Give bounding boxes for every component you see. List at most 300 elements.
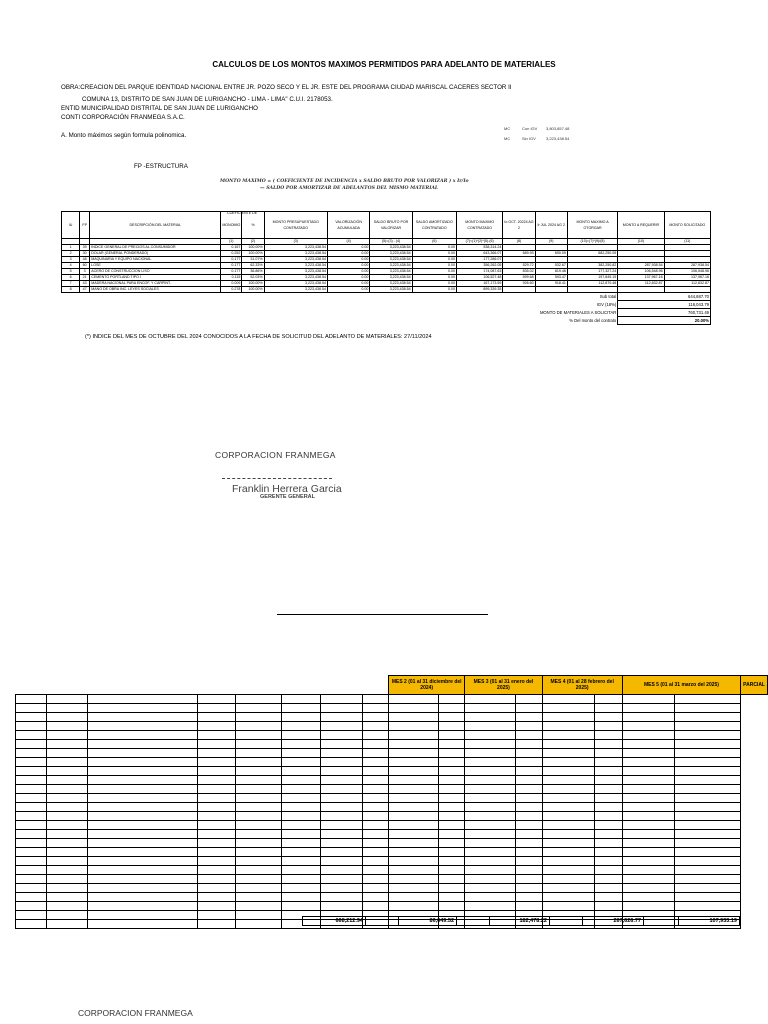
table-cell — [320, 740, 362, 749]
table-row — [16, 695, 768, 704]
table-cell: MANO DE OBRA INC. LEYES SOCIALES — [90, 287, 221, 293]
table-cell: 0.00 — [412, 263, 456, 269]
table-cell — [674, 776, 741, 785]
table-cell: 0.00 — [328, 287, 370, 293]
table-cell — [542, 839, 594, 848]
table-cell — [438, 893, 464, 902]
table-cell — [16, 722, 47, 731]
table-cell — [197, 839, 236, 848]
table-cell — [87, 902, 197, 911]
table-cell — [87, 758, 197, 767]
table-cell — [622, 740, 674, 749]
table-cell: 52.03% — [242, 275, 264, 281]
table-cell — [622, 902, 674, 911]
table-cell — [16, 785, 47, 794]
table-cell — [438, 803, 464, 812]
table-cell — [320, 785, 362, 794]
table-cell: 39 — [80, 245, 90, 251]
table-cell — [282, 794, 321, 803]
monthly-header-row — [16, 676, 768, 695]
table-cell — [465, 722, 516, 731]
column-subheader: (4) — [328, 239, 370, 245]
subtotal-value: 644,687.70 — [618, 293, 711, 301]
table-cell — [87, 704, 197, 713]
coef-header: COEFICIENTE DE — [227, 211, 258, 215]
table-cell — [47, 839, 87, 848]
table-cell — [542, 821, 594, 830]
table-cell — [594, 740, 622, 749]
table-cell — [622, 848, 674, 857]
table-cell — [16, 875, 47, 884]
table-cell: 0.00 — [412, 257, 456, 263]
table-cell — [236, 866, 282, 875]
table-cell: 106,548.96 — [618, 269, 664, 275]
table-cell — [516, 740, 542, 749]
table-cell — [47, 857, 87, 866]
table-cell — [47, 803, 87, 812]
table-cell — [47, 884, 87, 893]
table-cell — [320, 893, 362, 902]
column-header: IU — [62, 212, 80, 239]
table-cell — [389, 731, 439, 740]
table-cell — [594, 731, 622, 740]
table-cell: 3,223,438.54 — [264, 281, 327, 287]
table-cell: 926.60 — [503, 281, 535, 287]
table-cell — [465, 704, 516, 713]
table-cell — [87, 848, 197, 857]
table-cell — [87, 830, 197, 839]
table-cell: 3,223,438.54 — [264, 257, 327, 263]
table-cell — [389, 794, 439, 803]
table-cell — [282, 776, 321, 785]
table-cell — [438, 749, 464, 758]
table-cell — [389, 803, 439, 812]
table-cell — [197, 812, 236, 821]
table-cell: LOSE — [90, 263, 221, 269]
table-cell — [363, 848, 389, 857]
table-cell — [282, 722, 321, 731]
table-cell — [622, 713, 674, 722]
table-cell — [16, 812, 47, 821]
table-cell — [16, 767, 47, 776]
table-cell: 174,087.63 — [457, 269, 503, 275]
column-header: MONTO A REQUERIR — [618, 212, 664, 239]
table-cell: 0.00 — [328, 245, 370, 251]
table-row — [16, 875, 768, 884]
table-cell — [16, 713, 47, 722]
table-cell — [236, 695, 282, 704]
table-cell — [236, 794, 282, 803]
table-row — [16, 848, 768, 857]
table-cell — [516, 848, 542, 857]
table-cell: 0.00 — [328, 257, 370, 263]
table-cell — [282, 848, 321, 857]
table-cell — [236, 812, 282, 821]
table-cell — [674, 731, 741, 740]
table-cell — [516, 875, 542, 884]
table-cell: 100.00% — [242, 281, 264, 287]
column-header: DESCRIPCIÓN DEL MATERIAL — [90, 212, 221, 239]
table-cell — [674, 758, 741, 767]
table-row — [16, 839, 768, 848]
table-cell — [594, 767, 622, 776]
table-cell — [47, 758, 87, 767]
table-cell — [282, 740, 321, 749]
table-cell — [594, 875, 622, 884]
table-cell: CEMENTO PORTLAND TIPO I — [90, 275, 221, 281]
column-subheader: (5)=(3) - (4) — [370, 239, 412, 245]
table-cell — [389, 722, 439, 731]
table-cell: 0.00 — [412, 281, 456, 287]
table-cell: 3,223,438.54 — [264, 263, 327, 269]
table-cell: 3,223,438.54 — [264, 251, 327, 257]
table-cell: 287,938.54 — [664, 263, 710, 269]
table-cell — [594, 695, 622, 704]
table-cell — [363, 713, 389, 722]
table-cell — [516, 857, 542, 866]
table-cell — [320, 713, 362, 722]
table-cell — [282, 830, 321, 839]
table-cell: 819.46 — [535, 269, 567, 275]
table-cell — [197, 731, 236, 740]
table-cell — [236, 776, 282, 785]
table-cell — [674, 830, 741, 839]
table-cell — [197, 713, 236, 722]
table-cell — [16, 893, 47, 902]
column-header: FP — [80, 212, 90, 239]
monto-solicitar-label: MONTO DE MATERIALES A SOLICITAR — [539, 310, 617, 315]
table-cell — [594, 749, 622, 758]
table-cell — [542, 803, 594, 812]
table-cell — [516, 830, 542, 839]
table-cell — [197, 794, 236, 803]
table-cell — [282, 695, 321, 704]
table-cell — [542, 740, 594, 749]
footer-stamp: CORPORACION FRANMEGA — [78, 1008, 193, 1018]
table-cell — [389, 839, 439, 848]
table-cell — [438, 758, 464, 767]
table-cell: 3 — [80, 269, 90, 275]
table-cell — [438, 695, 464, 704]
monto-solicitar-value: 760,731.49 — [618, 309, 711, 317]
table-cell — [87, 722, 197, 731]
table-cell — [320, 875, 362, 884]
mc-sin-igv-type: Sin IGV — [522, 136, 536, 141]
table-cell — [47, 740, 87, 749]
table-row — [16, 758, 768, 767]
table-cell: 0.252 — [221, 251, 242, 257]
table-cell — [674, 785, 741, 794]
table-cell: 3 — [62, 257, 80, 263]
table-cell — [16, 902, 47, 911]
table-cell — [47, 722, 87, 731]
table-cell — [16, 830, 47, 839]
table-cell — [363, 803, 389, 812]
column-header: MONTO PRESUPUESTADO CONTRATADO — [264, 212, 327, 239]
column-subheader: (6) — [412, 239, 456, 245]
table-cell — [363, 812, 389, 821]
table-cell — [465, 731, 516, 740]
table-cell — [363, 830, 389, 839]
table-cell — [674, 884, 741, 893]
table-cell — [622, 776, 674, 785]
column-header: MONTO MAXIMO A OTORGAR — [567, 212, 617, 239]
table-cell: 3,223,438.54 — [370, 275, 412, 281]
table-cell — [363, 821, 389, 830]
table-cell: 593.47 — [535, 275, 567, 281]
table-cell — [542, 875, 594, 884]
table-cell — [465, 713, 516, 722]
table-cell: 5 — [62, 269, 80, 275]
table-cell — [197, 776, 236, 785]
table-cell — [465, 758, 516, 767]
table-cell — [516, 794, 542, 803]
table-cell: 3,223,438.54 — [370, 281, 412, 287]
table-cell — [674, 794, 741, 803]
page-title: CALCULOS DE LOS MONTOS MAXIMOS PERMITIDOS PARA ADELANTO DE MATERIALES — [212, 60, 556, 69]
table-cell — [622, 758, 674, 767]
table-cell — [236, 722, 282, 731]
table-cell — [674, 695, 741, 704]
table-cell: 0.00 — [328, 269, 370, 275]
table-cell — [320, 722, 362, 731]
table-cell — [594, 830, 622, 839]
column-header: SALDO BRUTO POR VALORIZAR — [370, 212, 412, 239]
table-cell — [594, 812, 622, 821]
table-cell — [282, 893, 321, 902]
table-cell: 48 — [80, 257, 90, 263]
table-cell — [87, 740, 197, 749]
table-cell — [197, 704, 236, 713]
table-cell: 1 — [62, 245, 80, 251]
table-cell — [363, 740, 389, 749]
table-cell — [389, 695, 439, 704]
table-cell — [16, 848, 47, 857]
contratista: CONTI CORPORACIÓN FRANMEGA S.A.C. — [61, 114, 185, 121]
table-cell — [87, 821, 197, 830]
table-cell — [622, 803, 674, 812]
table-cell — [87, 731, 197, 740]
table-cell — [320, 902, 362, 911]
table-cell — [389, 902, 439, 911]
table-cell: DOLAR (GENERAL PONDERADO) — [90, 251, 221, 257]
table-cell — [389, 848, 439, 857]
table-cell — [465, 776, 516, 785]
table-cell — [622, 767, 674, 776]
table-cell — [363, 776, 389, 785]
table-cell — [47, 812, 87, 821]
table-cell — [516, 839, 542, 848]
table-cell — [236, 704, 282, 713]
table-row — [16, 722, 768, 731]
table-cell — [282, 839, 321, 848]
monto-label: A. Monto máximos según formula polinomica. — [61, 132, 187, 139]
table-cell — [87, 875, 197, 884]
pct-row — [62, 317, 711, 325]
table-cell — [674, 713, 741, 722]
table-cell — [594, 722, 622, 731]
table-cell — [516, 731, 542, 740]
table-cell — [363, 902, 389, 911]
formula-line1: MONTO MAXIMO = ( COEFICIENTE DE INCIDENCIA x SALDO BRUTO POR VALORIZAR ) x Ir/Io — [220, 179, 469, 184]
table-cell — [516, 767, 542, 776]
table-cell — [87, 884, 197, 893]
table-row — [16, 794, 768, 803]
mes5-header: MES 5 (01 al 31 marzo del 2025) — [622, 676, 740, 695]
table-cell — [320, 884, 362, 893]
table-cell: 682,250.05 — [567, 251, 617, 257]
table-cell — [320, 803, 362, 812]
table-cell — [363, 767, 389, 776]
table-cell — [465, 848, 516, 857]
table-cell — [516, 893, 542, 902]
table-cell — [87, 749, 197, 758]
table-cell — [465, 821, 516, 830]
table-cell — [542, 884, 594, 893]
table-header-row — [62, 212, 711, 239]
table-cell — [282, 812, 321, 821]
table-cell — [16, 884, 47, 893]
table-cell — [87, 812, 197, 821]
table-cell — [197, 902, 236, 911]
table-cell: INDICE GENERAL DE PRECIOS AL CONSUMIDOR — [90, 245, 221, 251]
table-cell — [197, 722, 236, 731]
table-cell — [16, 920, 47, 929]
pct-label: % Del monto del contrato — [569, 318, 617, 323]
signer-name: Franklin Herrera Garcia — [232, 483, 342, 495]
parcial-header: PARCIAL — [741, 676, 768, 695]
entidad: ENTID MUNICIPALIDAD DISTRITAL DE SAN JUAN DE LURIGANCHO — [61, 105, 258, 112]
table-cell — [674, 740, 741, 749]
table-cell: 529.72 — [503, 263, 535, 269]
table-row — [16, 866, 768, 875]
table-cell: 0.00 — [328, 275, 370, 281]
table-cell: 4 — [62, 263, 80, 269]
table-cell — [542, 758, 594, 767]
table-cell — [438, 884, 464, 893]
table-cell — [47, 704, 87, 713]
table-cell: 6 — [62, 275, 80, 281]
table-cell: 690.09 — [535, 251, 567, 257]
table-cell: 7 — [62, 281, 80, 287]
table-cell — [438, 722, 464, 731]
table-cell — [542, 812, 594, 821]
pct-value: 20.00% — [618, 317, 711, 325]
table-cell — [465, 884, 516, 893]
table-cell — [197, 821, 236, 830]
table-cell — [465, 875, 516, 884]
table-cell — [516, 884, 542, 893]
table-cell — [465, 857, 516, 866]
igv-row — [62, 301, 711, 309]
table-row — [16, 821, 768, 830]
table-cell — [389, 776, 439, 785]
total-cell: 267,626.77 — [583, 917, 644, 926]
table-cell: 47 — [80, 287, 90, 293]
table-cell: 112,870.48 — [567, 281, 617, 287]
table-cell — [197, 758, 236, 767]
obra-block — [61, 83, 512, 92]
table-cell — [87, 866, 197, 875]
table-cell — [594, 857, 622, 866]
table-cell — [389, 767, 439, 776]
table-cell — [87, 911, 197, 920]
table-cell — [282, 821, 321, 830]
table-cell — [465, 695, 516, 704]
table-cell — [236, 893, 282, 902]
table-row — [16, 830, 768, 839]
table-cell — [674, 839, 741, 848]
table-cell — [516, 758, 542, 767]
table-cell — [236, 830, 282, 839]
table-cell — [465, 767, 516, 776]
table-cell — [16, 749, 47, 758]
table-cell — [674, 767, 741, 776]
table-cell — [282, 875, 321, 884]
table-row — [16, 767, 768, 776]
table-cell — [542, 785, 594, 794]
table-cell: 137,967.16 — [618, 275, 664, 281]
table-cell — [438, 857, 464, 866]
table-cell — [622, 704, 674, 713]
table-cell — [320, 866, 362, 875]
table-cell — [282, 749, 321, 758]
table-cell: 538,314.24 — [457, 245, 503, 251]
total-cell — [457, 917, 490, 926]
table-cell — [438, 821, 464, 830]
table-cell — [674, 902, 741, 911]
table-cell — [87, 767, 197, 776]
table-cell — [363, 794, 389, 803]
table-cell — [197, 803, 236, 812]
table-cell — [389, 866, 439, 875]
table-cell — [438, 848, 464, 857]
signature-line — [222, 478, 332, 479]
mes4-header: MES 4 (01 al 28 febrero del 2025) — [542, 676, 622, 695]
table-cell — [47, 767, 87, 776]
table-cell — [47, 893, 87, 902]
table-cell — [47, 776, 87, 785]
column-subheader: (10)=(7)*(9)/(8) — [567, 239, 617, 245]
total-cell — [366, 917, 399, 926]
table-cell — [197, 875, 236, 884]
column-header: MONTO MAXIMO CONTRATADO — [457, 212, 503, 239]
table-cell — [542, 866, 594, 875]
table-cell — [438, 731, 464, 740]
table-cell: 106,527.48 — [457, 275, 503, 281]
column-subheader: (10) — [618, 239, 664, 245]
table-cell — [594, 848, 622, 857]
table-cell — [389, 830, 439, 839]
table-cell — [282, 767, 321, 776]
table-cell — [465, 830, 516, 839]
table-cell — [674, 875, 741, 884]
table-cell — [438, 740, 464, 749]
table-cell — [465, 902, 516, 911]
table-cell — [282, 803, 321, 812]
table-cell — [320, 794, 362, 803]
table-cell — [389, 884, 439, 893]
table-cell — [542, 893, 594, 902]
table-cell — [363, 875, 389, 884]
table-cell — [320, 767, 362, 776]
table-cell — [47, 821, 87, 830]
column-header: Io OCT. 20224 AG 2 — [503, 212, 535, 239]
table-cell — [320, 848, 362, 857]
table-cell — [594, 821, 622, 830]
table-cell — [594, 839, 622, 848]
table-row — [16, 731, 768, 740]
